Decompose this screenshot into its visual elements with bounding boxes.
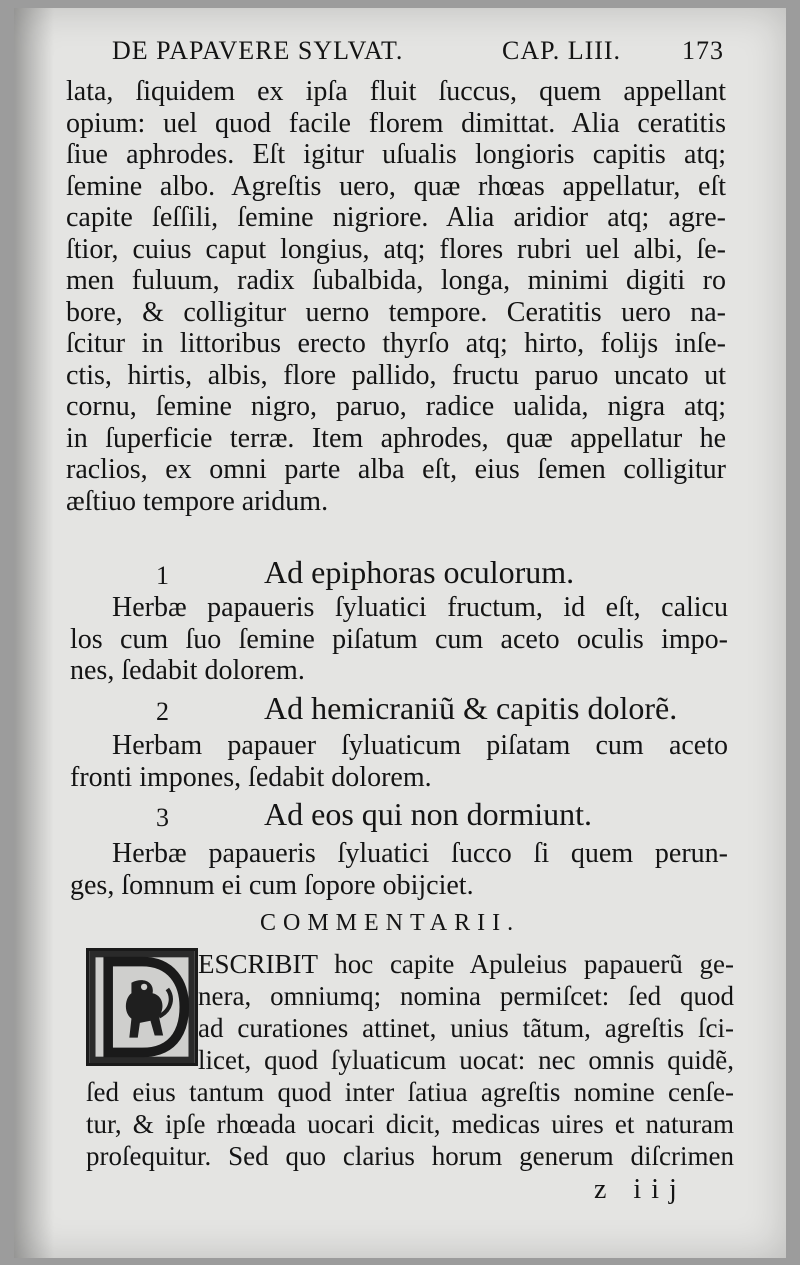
text-line: ſiue aphrodes. Eſt igitur uſualis longioris capitis atq; [66, 139, 726, 170]
commentary-heading: COMMENTARII. [260, 910, 521, 936]
text-line: capite ſeſſili, ſemine nigriore. Alia aridior atq; agre- [66, 202, 726, 233]
remedy-number: 3 [156, 803, 169, 832]
text-line: ESCRIBIT hoc capite Apuleius papauerũ ge- [198, 949, 734, 979]
text-line: proſequitur. Sed quo clarius horum generum diſcrimen [86, 1141, 734, 1171]
text-line: nera, omniumq; nomina permiſcet: ſed quod [198, 981, 734, 1011]
lion-initial-icon [89, 951, 195, 1063]
remedy-text-2 [70, 730, 728, 793]
running-title: DE PAPAVERE SYLVAT. [112, 36, 404, 65]
text-line: ſtior, cuius caput longius, atq; flores rubri uel albi, ſe- [66, 233, 726, 265]
remedy-text-1 [70, 592, 728, 687]
text-line: in ſuperficie terræ. Item aphrodes, quæ appellatur he [66, 422, 726, 454]
text-line: opium: uel quod facile florem dimittat. Alia ceratitis [66, 107, 726, 139]
remedy-number: 1 [156, 561, 169, 590]
text-line: nes, ſedabit dolorem. [70, 655, 305, 686]
text-line: ad curationes attinet, unius tãtum, agreſtis ſci- [198, 1013, 734, 1043]
page-number: 173 [682, 36, 724, 65]
remedy-number: 2 [156, 697, 169, 726]
text-line: cornu, ſemine nigro, paruo, radice ualida, nigra atq; [66, 391, 726, 422]
text-line: licet, quod ſyluaticum uocat: nec omnis quidẽ, [198, 1045, 734, 1075]
text-line: fronti impones, ſedabit dolorem. [70, 761, 432, 793]
text-line: los cum ſuo ſemine piſatum cum aceto oculis impo- [70, 623, 728, 655]
text-line: ctis, hirtis, albis, flore pallido, fructu paruo uncato ut [66, 359, 726, 391]
text-line: raclios, ex omni parte alba eſt, eius ſemen colligitur [66, 454, 726, 485]
running-header [112, 36, 724, 76]
body-text [66, 76, 726, 517]
remedy-title: Ad epiphoras oculorum. [264, 554, 575, 590]
text-line: Herbæ papaueris ſyluatici fructum, id eſt, calicu [112, 592, 728, 623]
text-line: ſcitur in littoribus erecto thyrſo atq; hirto, folijs inſe- [66, 328, 726, 359]
commentary-text [86, 1076, 734, 1172]
page-gutter-shadow [14, 8, 54, 1258]
decorated-initial [86, 948, 198, 1066]
text-line: ges, ſomnum ei cum ſopore obijciet. [70, 869, 474, 901]
text-line: Herbam papauer ſyluaticum piſatam cum aceto [112, 730, 728, 761]
remedy-title: Ad hemicraniũ & capitis dolorẽ. [264, 690, 678, 726]
text-line: men fuluum, radix ſubalbida, longa, minimi digiti ro [66, 265, 726, 296]
text-line: Herbæ papaueris ſyluatici ſucco ſi quem perun- [112, 838, 728, 869]
text-line: lata, ſiquidem ex ipſa fluit ſuccus, quem appellant [66, 76, 726, 107]
remedy-title: Ad eos qui non dormiunt. [264, 796, 592, 832]
text-line: tur, & ipſe rhœada uocari dicit, medicas uires et naturam [86, 1109, 734, 1139]
text-line: ſemine albo. Agreſtis uero, quæ rhœas appellatur, eſt [66, 170, 726, 202]
text-line: æſtiuo tempore aridum. [66, 485, 329, 517]
text-line: ſed eius tantum quod inter ſatiua agreſtis nomine cenſe- [86, 1077, 734, 1107]
commentary-initial-lines [198, 948, 734, 1076]
remedy-text-3 [70, 838, 728, 901]
signature-mark: z iij [594, 1174, 687, 1205]
text-line: bore, & colligitur uerno tempore. Ceratitis uero na- [66, 296, 726, 328]
book-page [14, 8, 786, 1258]
chapter-label: CAP. LIII. [502, 36, 622, 65]
